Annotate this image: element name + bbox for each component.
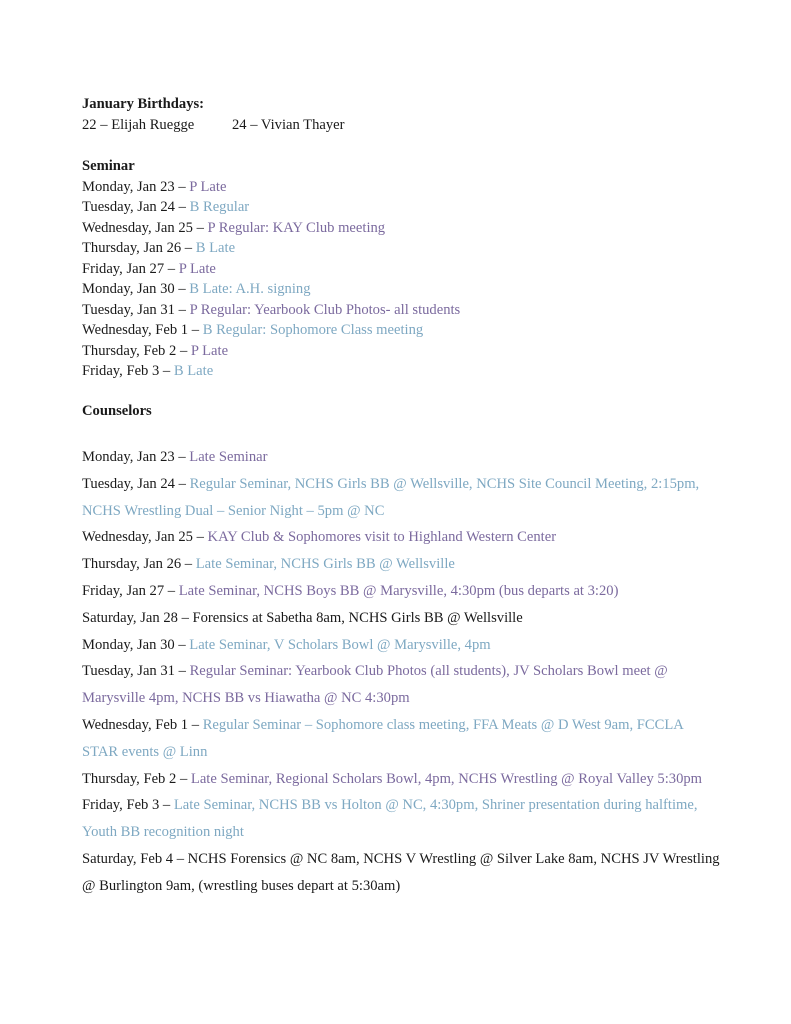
seminar-detail: P Regular: KAY Club meeting: [207, 219, 386, 236]
counselor-detail: NCHS Forensics @ NC 8am, NCHS V Wrestling @ Silver Lake 8am, NCHS JV Wrestling @ Burlington 9am, (wrestling buses depart at 5:30am): [82, 850, 720, 894]
counselor-item: Monday, Jan 30 – Late Seminar, V Scholars Bowl @ Marysville, 4pm: [82, 636, 491, 653]
counselor-item: Thursday, Jan 26 – Late Seminar, NCHS Girls BB @ Wellsville: [82, 556, 455, 573]
seminar-heading: Seminar: [82, 158, 135, 174]
seminar-detail: P Late: [190, 342, 229, 359]
counselor-detail: Regular Seminar: Yearbook Club Photos (all students), JV Scholars Bowl meet @ Marysville 4pm, NCHS BB vs Hiawatha @ NC 4:30pm: [82, 663, 668, 707]
seminar-detail: B Regular: Sophomore Class meeting: [202, 322, 424, 338]
counselor-detail: Late Seminar, V Scholars Bowl @ Marysville, 4pm: [189, 636, 491, 653]
seminar-detail: B Late: A.H. signing: [189, 281, 311, 297]
counselor-detail: Forensics at Sabetha 8am, NCHS Girls BB @ Wellsville: [192, 609, 523, 626]
counselor-detail: KAY Club & Sophomores visit to Highland Western Center: [207, 529, 557, 546]
seminar-item: Wednesday, Feb 1 – B Regular: Sophomore Class meeting: [82, 322, 424, 338]
counselor-item: Saturday, Jan 28 – Forensics at Sabetha 8am, NCHS Girls BB @ Wellsville: [82, 609, 523, 626]
birthdays-heading: January Birthdays:: [82, 96, 205, 112]
counselor-item: Friday, Feb 3 – Late Seminar, NCHS BB vs Holton @ NC, 4:30pm, Shriner presentation during halftime, Youth BB recognition night: [82, 797, 698, 841]
seminar-detail: B Late: [173, 363, 214, 379]
birthdays-line: [82, 115, 722, 136]
seminar-item: Wednesday, Jan 25 – P Regular: KAY Club meeting: [82, 219, 386, 236]
counselor-item: Monday, Jan 23 – Late Seminar: [82, 449, 268, 465]
seminar-detail: P Late: [178, 260, 216, 277]
seminar-detail: P Late: [189, 178, 227, 195]
counselor-detail: Regular Seminar – Sophomore class meeting, FFA Meats @ D West 9am, FCCLA STAR events @ Linn: [82, 716, 683, 760]
seminar-item: Tuesday, Jan 31 – P Regular: Yearbook Club Photos- all students: [82, 301, 461, 318]
seminar-item: Monday, Jan 23 – P Late: [82, 178, 227, 195]
seminar-item: Thursday, Feb 2 – P Late: [82, 342, 229, 359]
seminar-item: Monday, Jan 30 – B Late: A.H. signing: [82, 281, 311, 297]
announcement-page: [82, 94, 722, 900]
counselor-item: Wednesday, Feb 1 – Regular Seminar – Sophomore class meeting, FFA Meats @ D West 9am, FCCLA STAR events @ Linn: [82, 716, 683, 760]
seminar-item: Friday, Jan 27 – P Late: [82, 260, 216, 277]
seminar-item: Thursday, Jan 26 – B Late: [82, 240, 236, 256]
counselor-item: Wednesday, Jan 25 – KAY Club & Sophomores visit to Highland Western Center: [82, 529, 557, 546]
counselor-item: Saturday, Feb 4 – NCHS Forensics @ NC 8am, NCHS V Wrestling @ Silver Lake 8am, NCHS JV Wrestling @ Burlington 9am, (wrestling buses depart at 5:30am): [82, 850, 720, 894]
birthday-entry: 22 – Elijah Ruegge: [82, 116, 195, 133]
counselor-detail: Late Seminar, Regional Scholars Bowl, 4pm, NCHS Wrestling @ Royal Valley 5:30pm: [190, 770, 703, 787]
counselor-detail: Late Seminar: [189, 449, 268, 465]
counselor-item: Friday, Jan 27 – Late Seminar, NCHS Boys BB @ Marysville, 4:30pm (bus departs at 3:20): [82, 582, 619, 599]
seminar-item: Tuesday, Jan 24 – B Regular: [82, 199, 250, 215]
counselor-detail: Regular Seminar, NCHS Girls BB @ Wellsville, NCHS Site Council Meeting, 2:15pm, NCHS Wrestling Dual – Senior Night – 5pm @ NC: [82, 475, 700, 519]
counselor-detail: Late Seminar, NCHS Boys BB @ Marysville, 4:30pm (bus departs at 3:20): [178, 582, 619, 599]
counselor-detail: Late Seminar, NCHS Girls BB @ Wellsville: [195, 556, 455, 573]
counselors-heading: Counselors: [82, 402, 152, 419]
counselor-item: Tuesday, Jan 31 – Regular Seminar: Yearbook Club Photos (all students), JV Scholars Bowl meet @ Marysville 4pm, NCHS BB vs Hiawatha @ NC 4:30pm: [82, 663, 668, 707]
counselor-item: Thursday, Feb 2 – Late Seminar, Regional Scholars Bowl, 4pm, NCHS Wrestling @ Royal Valley 5:30pm: [82, 770, 703, 787]
seminar-detail: B Late: [195, 240, 236, 256]
seminar-item: Friday, Feb 3 – B Late: [82, 363, 214, 379]
counselor-item: Tuesday, Jan 24 – Regular Seminar, NCHS Girls BB @ Wellsville, NCHS Site Council Meeting, 2:15pm, NCHS Wrestling Dual – Senior Night – 5pm @ NC: [82, 475, 700, 519]
counselor-detail: Late Seminar, NCHS BB vs Holton @ NC, 4:30pm, Shriner presentation during halftime, Youth BB recognition night: [82, 797, 698, 841]
birthday-entry: 24 – Vivian Thayer: [232, 116, 345, 133]
seminar-detail: P Regular: Yearbook Club Photos- all students: [189, 301, 461, 318]
seminar-detail: B Regular: [189, 199, 250, 215]
